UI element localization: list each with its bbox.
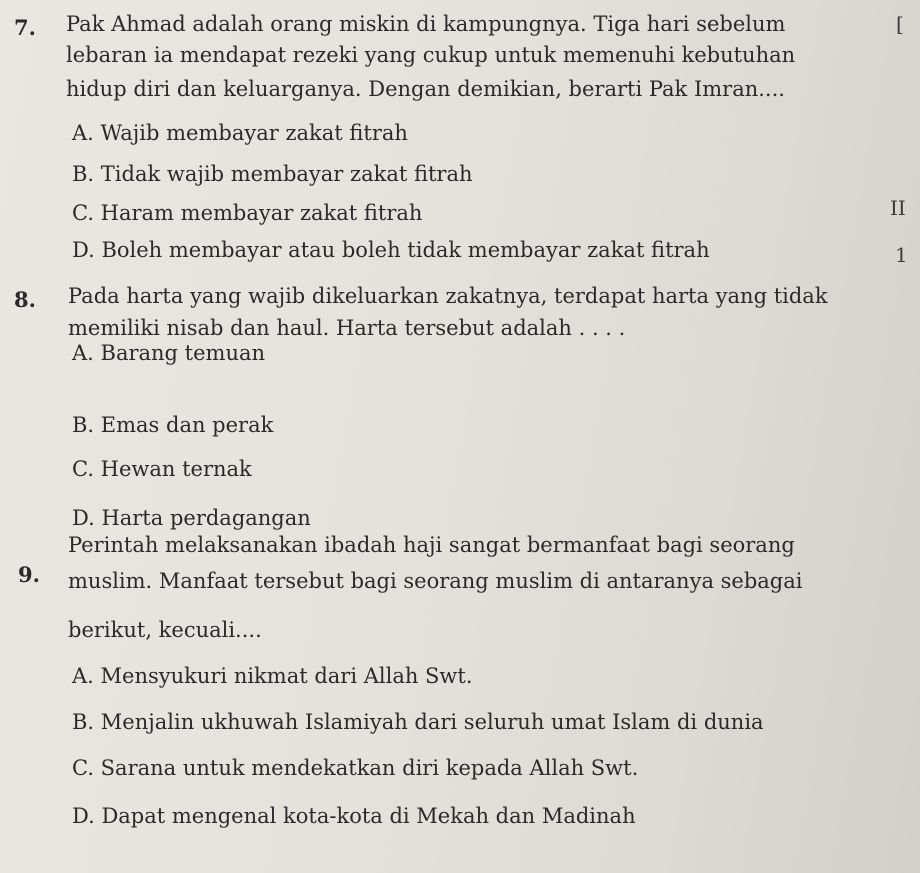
option-a: A. Mensyukuri nikmat dari Allah Swt. xyxy=(72,664,473,688)
option-d: D. Boleh membayar atau boleh tidak membayar zakat fitrah xyxy=(72,238,710,262)
question-text-line: muslim. Manfaat tersebut bagi seorang muslim di antaranya sebagai xyxy=(68,569,803,593)
option-c: C. Haram membayar zakat fitrah xyxy=(72,201,423,225)
option-a: A. Barang temuan xyxy=(72,341,266,365)
margin-mark: II xyxy=(890,196,906,220)
question-text-line: memiliki nisab dan haul. Harta tersebut adalah . . . . xyxy=(68,316,626,340)
option-d: D. Dapat mengenal kota-kota di Mekah dan Madinah xyxy=(72,804,636,828)
question-number: 9. xyxy=(18,562,40,587)
option-a: A. Wajib membayar zakat fitrah xyxy=(72,121,408,145)
option-c: C. Sarana untuk mendekatkan diri kepada Allah Swt. xyxy=(72,756,639,780)
option-b: B. Tidak wajib membayar zakat fitrah xyxy=(72,162,473,186)
question-text-line: hidup diri dan keluarganya. Dengan demikian, berarti Pak Imran.... xyxy=(66,77,785,101)
option-b: B. Emas dan perak xyxy=(72,413,274,437)
question-number: 7. xyxy=(14,15,36,40)
question-number: 8. xyxy=(14,287,36,312)
question-text-line: Pada harta yang wajib dikeluarkan zakatnya, terdapat harta yang tidak xyxy=(68,284,828,308)
option-b: B. Menjalin ukhuwah Islamiyah dari seluruh umat Islam di dunia xyxy=(72,710,764,734)
margin-mark: [ xyxy=(896,12,904,36)
question-text-line: Pak Ahmad adalah orang miskin di kampungnya. Tiga hari sebelum xyxy=(66,12,786,36)
option-d: D. Harta perdagangan xyxy=(72,506,311,530)
question-text-line: berikut, kecuali.... xyxy=(68,618,262,642)
margin-mark: 1 xyxy=(895,243,908,267)
question-text-line: Perintah melaksanakan ibadah haji sangat bermanfaat bagi seorang xyxy=(68,533,795,557)
option-c: C. Hewan ternak xyxy=(72,457,252,481)
question-text-line: lebaran ia mendapat rezeki yang cukup untuk memenuhi kebutuhan xyxy=(66,43,796,67)
